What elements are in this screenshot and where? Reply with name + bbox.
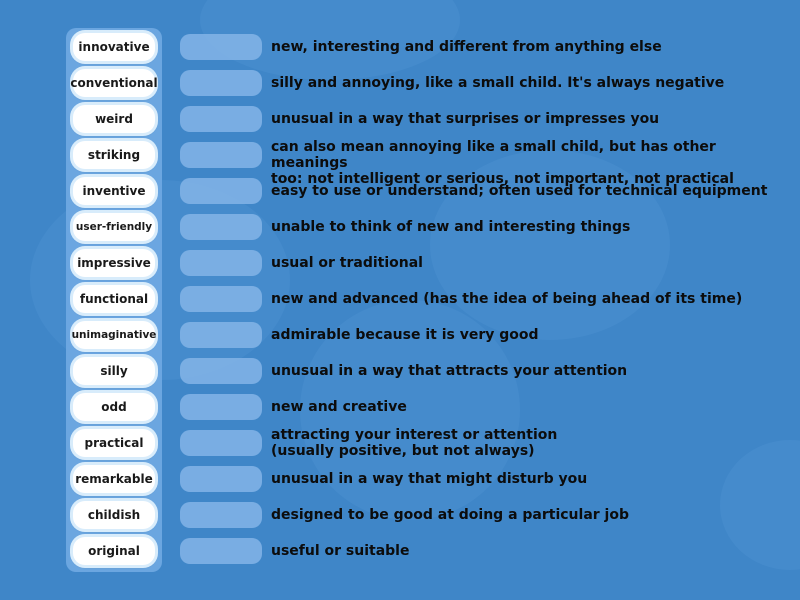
word-tile-silly[interactable]: silly — [73, 357, 155, 385]
answer-slot[interactable] — [180, 214, 262, 240]
answer-slot[interactable] — [180, 142, 262, 168]
word-tile-inventive[interactable]: inventive — [73, 177, 155, 205]
word-tile-striking[interactable]: striking — [73, 141, 155, 169]
answer-slot[interactable] — [180, 538, 262, 564]
word-tile-functional[interactable]: functional — [73, 285, 155, 313]
definition-text: unusual in a way that attracts your attention — [271, 363, 628, 379]
definition-text: new and advanced (has the idea of being ahead of its time) — [271, 291, 743, 307]
word-tile-weird[interactable]: weird — [73, 105, 155, 133]
word-tile-childish[interactable]: childish — [73, 501, 155, 529]
definition-text: silly and annoying, like a small child. It's always negative — [271, 75, 725, 91]
definition-text: usual or traditional — [271, 255, 423, 271]
answer-slot[interactable] — [180, 70, 262, 96]
definition-text: useful or suitable — [271, 543, 410, 559]
definition-text: can also mean annoying like a small child, but has other meanings too: not intelligent or serious, not important, not practical — [271, 139, 734, 187]
definition-text: easy to use or understand; often used for technical equipment — [271, 183, 768, 199]
answer-slot[interactable] — [180, 358, 262, 384]
word-tile-innovative[interactable]: innovative — [73, 33, 155, 61]
answer-slot[interactable] — [180, 430, 262, 456]
definition-text: unusual in a way that surprises or impresses you — [271, 111, 660, 127]
word-tile-original[interactable]: original — [73, 537, 155, 565]
answer-slot[interactable] — [180, 394, 262, 420]
word-tile-conventional[interactable]: conventional — [73, 69, 155, 97]
word-tile-remarkable[interactable]: remarkable — [73, 465, 155, 493]
definition-text: unusual in a way that might disturb you — [271, 471, 588, 487]
answer-slot[interactable] — [180, 250, 262, 276]
word-tile-unimaginative[interactable]: unimaginative — [73, 321, 155, 349]
answer-slot[interactable] — [180, 502, 262, 528]
word-tile-user-friendly[interactable]: user-friendly — [73, 213, 155, 241]
answer-slot[interactable] — [180, 286, 262, 312]
word-tile-impressive[interactable]: impressive — [73, 249, 155, 277]
definition-text: new, interesting and different from anything else — [271, 39, 662, 55]
answer-slot[interactable] — [180, 322, 262, 348]
word-tile-practical[interactable]: practical — [73, 429, 155, 457]
answer-slot[interactable] — [180, 34, 262, 60]
answer-slot[interactable] — [180, 178, 262, 204]
answer-slot[interactable] — [180, 106, 262, 132]
answer-slot[interactable] — [180, 466, 262, 492]
definition-text: designed to be good at doing a particular job — [271, 507, 629, 523]
definition-text: new and creative — [271, 399, 407, 415]
word-tile-odd[interactable]: odd — [73, 393, 155, 421]
definition-text: unable to think of new and interesting things — [271, 219, 631, 235]
definition-text: attracting your interest or attention (usually positive, but not always) — [271, 427, 558, 459]
definition-text: admirable because it is very good — [271, 327, 539, 343]
